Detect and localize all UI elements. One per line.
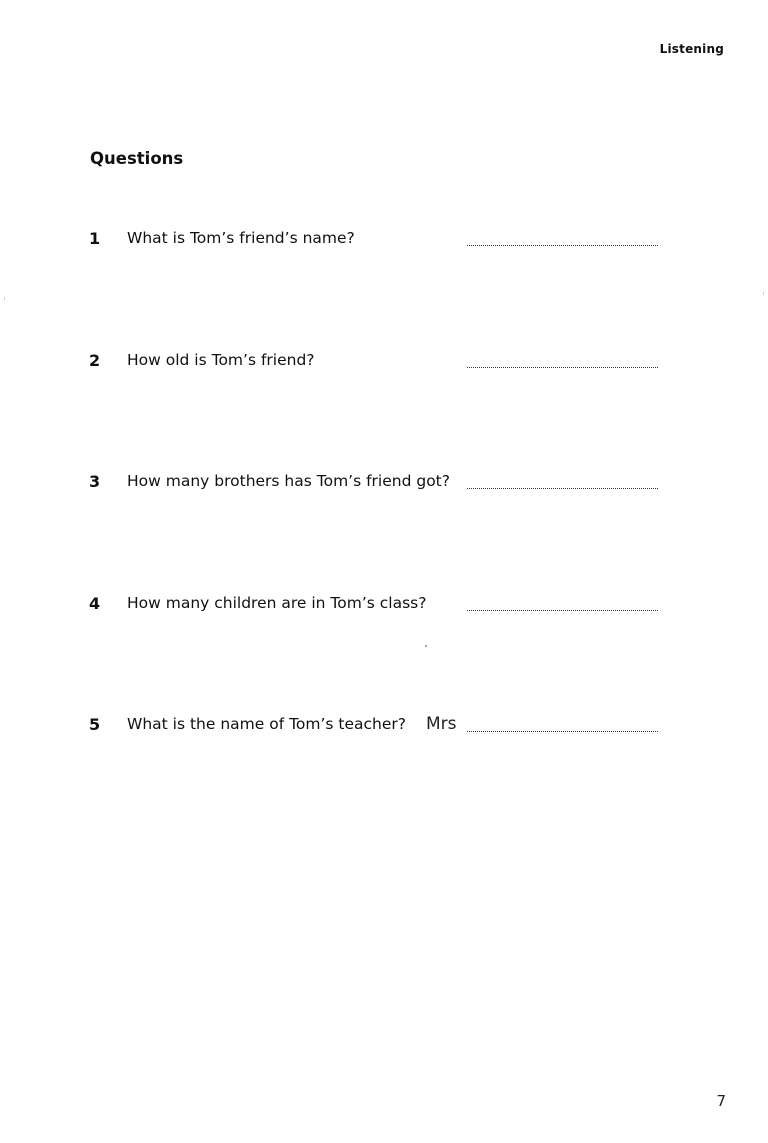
scan-speck <box>425 645 427 647</box>
answer-line[interactable] <box>467 245 658 246</box>
answer-line[interactable] <box>467 367 658 368</box>
question-text: What is the name of Tom’s teacher? <box>127 715 407 733</box>
question-4 <box>0 594 768 624</box>
question-text: How many children are in Tom’s class? <box>127 594 427 612</box>
question-number: 1 <box>89 229 101 248</box>
question-text: How many brothers has Tom’s friend got? <box>127 472 450 490</box>
question-text: What is Tom’s friend’s name? <box>127 229 355 247</box>
question-3 <box>0 472 768 502</box>
question-number: 2 <box>89 351 101 370</box>
scan-speck <box>763 292 764 295</box>
page-number: 7 <box>716 1092 726 1110</box>
scan-speck <box>4 297 5 300</box>
questions-heading: Questions <box>90 149 184 168</box>
question-number: 5 <box>89 715 101 734</box>
answer-line[interactable] <box>467 731 658 732</box>
question-number: 3 <box>89 472 101 491</box>
answer-line[interactable] <box>467 488 658 489</box>
question-text: How old is Tom’s friend? <box>127 351 315 369</box>
question-5 <box>0 715 768 745</box>
question-1 <box>0 229 768 259</box>
answer-line[interactable] <box>467 610 658 611</box>
question-2 <box>0 351 768 381</box>
section-label: Listening <box>659 42 724 56</box>
question-number: 4 <box>89 594 101 613</box>
answer-prefix: Mrs <box>426 714 457 734</box>
